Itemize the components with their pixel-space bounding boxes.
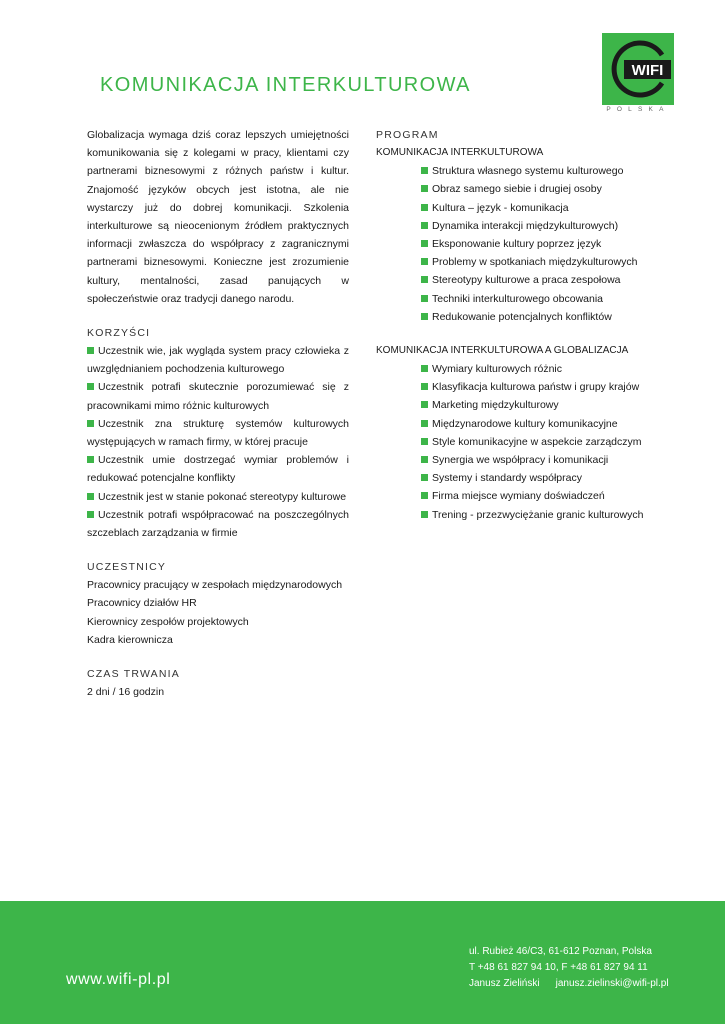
benefit-item: Uczestnik jest w stanie pokonać stereotypy kulturowe [87,488,349,506]
benefit-item: Uczestnik potrafi skutecznie porozumiewać się z pracownikami mimo różnic kulturowych [87,381,349,412]
benefit-item: Uczestnik zna strukturę systemów kulturowych występujących w ramach firmy, w której pracuje [87,417,349,449]
program-item: Trening - przezwyciężanie granic kulturowych [376,506,656,524]
bullet-square-icon [421,276,428,283]
program-item: Dynamika interakcji międzykulturowych) [376,217,656,235]
program-section-list [376,360,656,524]
participant-item: Pracownicy działów HR [87,597,197,610]
duration-value: 2 dni / 16 godzin [87,686,165,699]
logo-subtitle: POLSKA [606,106,670,113]
duration-heading: CZAS TRWANIA [87,668,180,681]
benefit-item: Uczestnik umie dostrzegać wymiar problemów i redukować potencjalne konflikty [87,454,349,485]
bullet-square-icon [87,383,94,390]
bullet-square-icon [421,511,428,518]
program-item: Obraz samego siebie i drugiej osoby [376,180,656,198]
bullet-square-icon [87,456,94,463]
bullet-square-icon [421,438,428,445]
phone-line: T +48 61 827 94 10, F +48 61 827 94 11 [469,962,648,973]
program-item: Międzynarodowe kultury komunikacyjne [376,415,656,433]
contact-person: Janusz Zieliński [469,978,540,989]
program-item: Eksponowanie kultury poprzez język [376,235,656,253]
program-item: Problemy w spotkaniach międzykulturowych [376,253,656,271]
participants-heading: UCZESTNICY [87,561,167,574]
program-section-list [376,162,656,326]
intro-paragraph: Globalizacja wymaga dziś coraz lepszych umiejętności komunikowania się z kolegami w pracy, klientami czy partnerami biznesowymi z różnych państw i kultur. Znajomość języków obcych jest istotna, ale nie wystarczy już do dobrej komunikacji. Szkolenia interkulturowe są nieocenionym źródłem praktycznych informacji zwłaszcza do współpracy z zagranicznymi partnerami biznesowymi. Konieczne jest zrozumienie kultury, mentalności, zasad panujących w społeczeństwie oraz tradycji danego narodu. [87,129,349,305]
program-section-title: KOMUNIKACJA INTERKULTUROWA A GLOBALIZACJA [376,344,629,356]
program-item: Firma miejsce wymiany doświadczeń [376,487,656,505]
program-heading: PROGRAM [376,129,439,141]
bullet-square-icon [421,167,428,174]
email-link[interactable]: janusz.zielinski@wifi-pl.pl [555,978,669,989]
bullet-square-icon [421,185,428,192]
bullet-square-icon [421,401,428,408]
program-item: Redukowanie potencjalnych konfliktów [376,308,656,326]
program-item: Systemy i standardy współpracy [376,469,656,487]
participant-item: Pracownicy pracujący w zespołach międzynarodowych [87,579,343,592]
website-link[interactable]: www.wifi-pl.pl [66,971,171,988]
right-column [376,126,656,524]
bullet-square-icon [421,258,428,265]
participant-item: Kierownicy zespołów projektowych [87,615,249,628]
bullet-square-icon [87,347,94,354]
program-section-title: KOMUNIKACJA INTERKULTUROWA [376,147,544,158]
program-item: Wymiary kulturowych różnic [376,360,656,378]
bullet-square-icon [421,474,428,481]
wifi-logo [602,33,674,117]
address-line: ul. Rubież 46/C3, 61-612 Poznan, Polska [469,946,652,957]
footer-band [0,901,725,1024]
contact-person-line [469,976,669,992]
page-title: KOMUNIKACJA INTERKULTUROWA [100,74,471,96]
logo-box [602,33,674,105]
bullet-square-icon [421,295,428,302]
program-item: Techniki interkulturowego obcowania [376,290,656,308]
program-item: Struktura własnego systemu kulturowego [376,162,656,180]
bullet-square-icon [421,492,428,499]
bullet-square-icon [421,383,428,390]
program-item: Marketing międzykulturowy [376,396,656,414]
bullet-square-icon [421,420,428,427]
bullet-square-icon [421,456,428,463]
benefits-list [87,342,349,542]
contact-block [469,944,669,992]
bullet-square-icon [87,420,94,427]
program-item: Klasyfikacja kulturowa państw i grupy krajów [376,378,656,396]
benefits-heading: KORZYŚCI [87,327,151,340]
benefit-item: Uczestnik wie, jak wygląda system pracy człowieka z uwzględnianiem pochodzenia kulturowego [87,345,349,376]
bullet-square-icon [421,365,428,372]
bullet-square-icon [421,313,428,320]
benefit-item: Uczestnik potrafi współpracować na poszczególnych szczeblach zarządzania w firmie [87,508,349,540]
bullet-square-icon [421,204,428,211]
program-item: Style komunikacyjne w aspekcie zarządczym [376,433,656,451]
participant-item: Kadra kierownicza [87,633,173,646]
logo-mark-icon [602,33,674,105]
program-item: Kultura – język - komunikacja [376,199,656,217]
left-column [87,126,349,701]
bullet-square-icon [87,511,94,518]
logo-text: WIFI [631,62,664,79]
bullet-square-icon [421,222,428,229]
participants-list [87,576,349,649]
program-item: Synergia we współpracy i komunikacji [376,451,656,469]
bullet-square-icon [87,493,94,500]
program-item: Stereotypy kulturowe a praca zespołowa [376,271,656,289]
bullet-square-icon [421,240,428,247]
